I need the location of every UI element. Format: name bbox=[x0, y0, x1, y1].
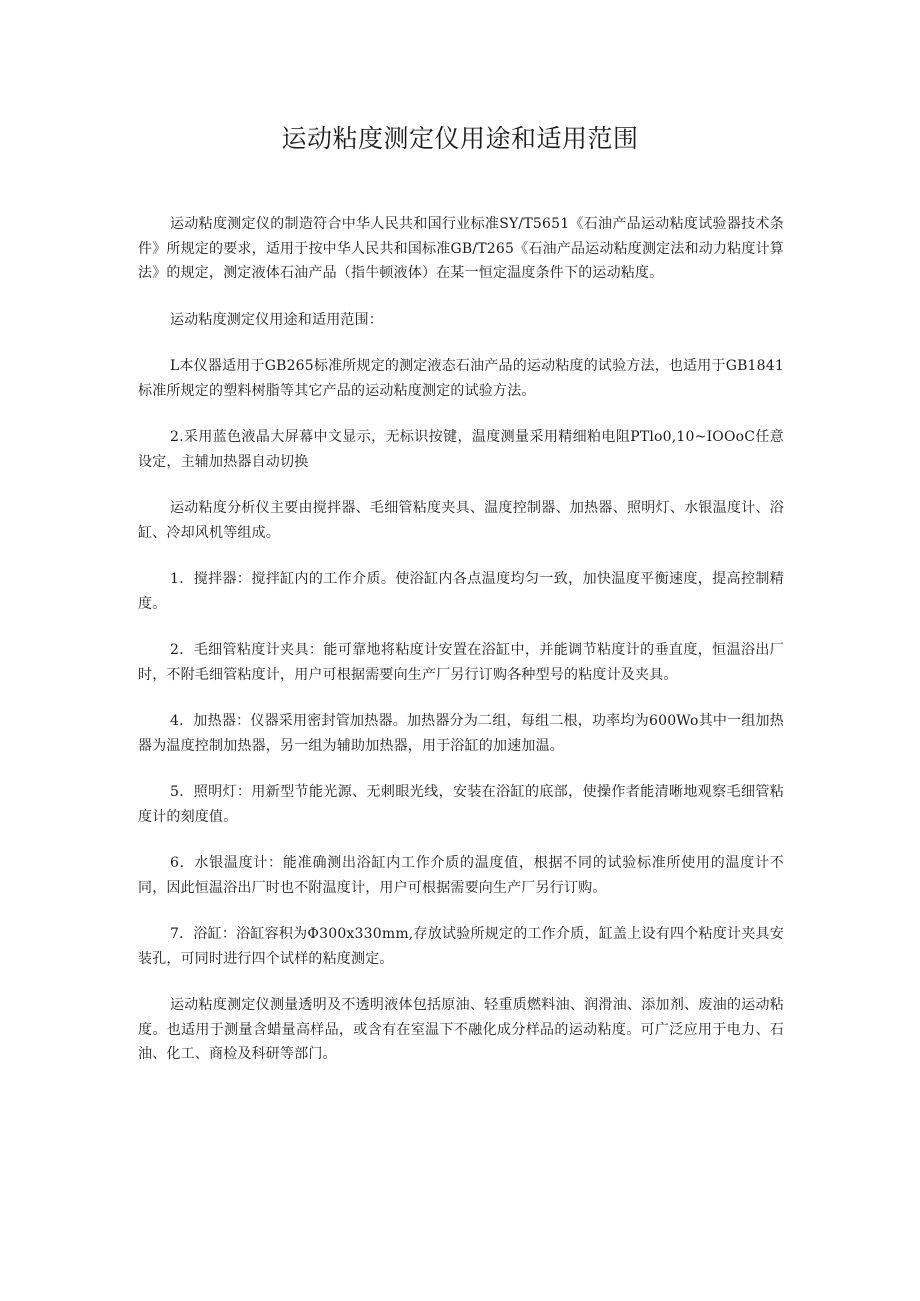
lighting-paragraph: 5．照明灯：用新型节能光源、无刺眼光线，安装在浴缸的底部，使操作者能清晰地观察毛细管粘度计的刻度值。 bbox=[138, 784, 784, 825]
scope-item-2-paragraph: 2.采用蓝色液晶大屏幕中文显示，无标识按键，温度测量采用精细粕电阻PTlo0,10~IOOoC任意设定，主辅加热器自动切换 bbox=[138, 429, 784, 470]
viscometer-clamp-paragraph: 2．毛细管粘度计夹具：能可靠地将粘度计安置在浴缸中，并能调节粘度计的垂直度，恒温浴出厂时，不附毛细管粘度计，用户可根据需要向生产厂另行订购各种型号的粘度计及夹具。 bbox=[138, 642, 784, 683]
scope-item-1-paragraph: L本仪器适用于GB265标准所规定的测定液态石油产品的运动粘度的试验方法，也适用于GB1841标准所规定的塑料树脂等其它产品的运动粘度测定的试验方法。 bbox=[138, 358, 784, 399]
thermometer-paragraph: 6．水银温度计：能准确测出浴缸内工作介质的温度值，根据不同的试验标准所使用的温度计不同，因此恒温浴出厂时也不附温度计，用户可根据需要向生产厂另行订购。 bbox=[138, 855, 784, 896]
document-body bbox=[138, 212, 784, 1089]
heater-paragraph: 4．加热器：仪器采用密封管加热器。加热器分为二组，每组二根，功率均为600Wo其中一组加热器为温度控制加热器，另一组为辅助加热器，用于浴缸的加速加温。 bbox=[138, 713, 784, 754]
application-paragraph: 运动粘度测定仪测量透明及不透明液体包括原油、轻重质燃料油、润滑油、添加剂、废油的运动粘度。也适用于测量含蜡量高样品，或含有在室温下不融化成分样品的运动粘度。可广泛应用于电力、石油、化工、商检及科研等部门。 bbox=[138, 997, 784, 1062]
components-paragraph: 运动粘度分析仪主要由搅拌器、毛细管粘度夹具、温度控制器、加热器、照明灯、水银温度计、浴缸、冷却风机等组成。 bbox=[138, 500, 784, 541]
bath-paragraph: 7．浴缸：浴缸容积为Φ300x330mm,存放试验所规定的工作介质，缸盖上设有四个粘度计夹具安装孔，可同时进行四个试样的粘度测定。 bbox=[138, 926, 784, 967]
stirrer-paragraph: 1．搅拌器：搅拌缸内的工作介质。使浴缸内各点温度均匀一致，加快温度平衡速度，提高控制精度。 bbox=[138, 571, 784, 612]
scope-heading-paragraph: 运动粘度测定仪用途和适用范围： bbox=[170, 311, 383, 328]
intro-paragraph: 运动粘度测定仪的制造符合中华人民共和国行业标准SY/T5651《石油产品运动粘度试验器技术条件》所规定的要求，适用于按中华人民共和国标准GB/T265《石油产品运动粘度测定法和动力粘度计算法》的规定，测定液体石油产品（指牛顿液体）在某一恒定温度条件下的运动粘度。 bbox=[138, 216, 784, 281]
document-title: 运动粘度测定仪用途和适用范围 bbox=[281, 124, 639, 153]
